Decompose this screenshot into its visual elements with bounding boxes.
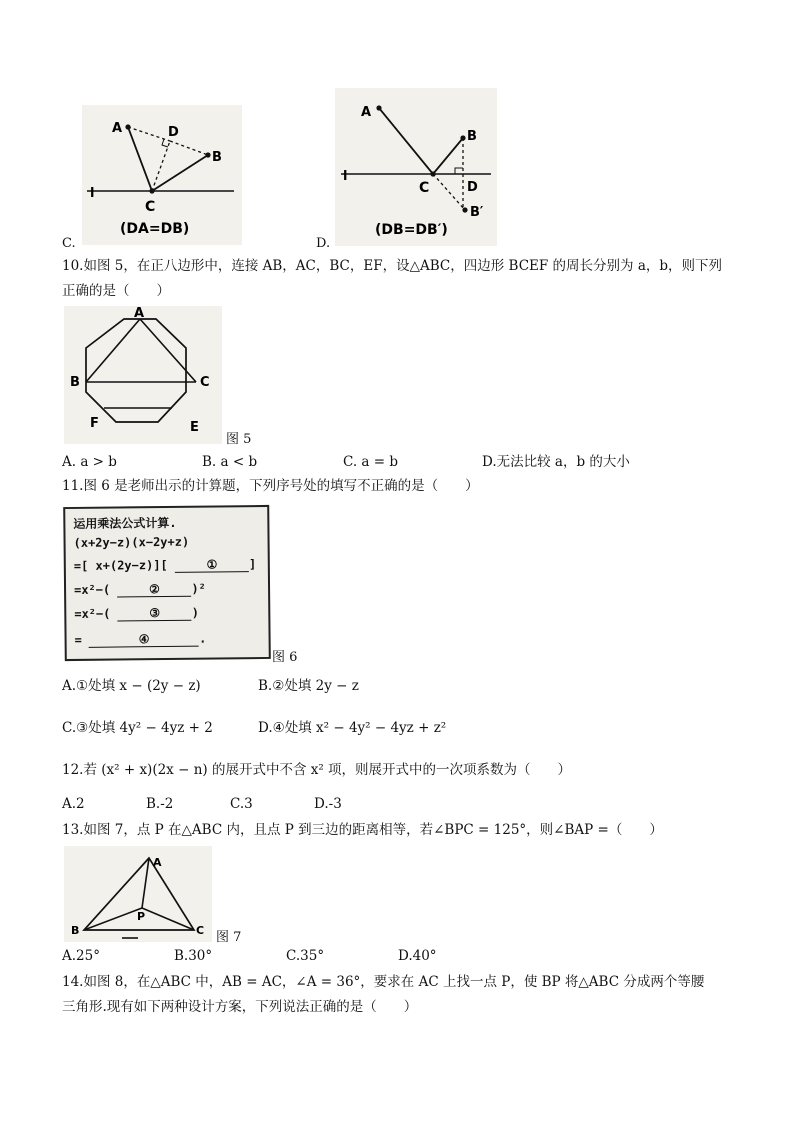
label-l: l xyxy=(343,169,348,184)
card-row3-text: =x²−( xyxy=(73,582,111,597)
label-d: D xyxy=(467,180,478,195)
card-row5 xyxy=(75,632,207,648)
q14-text-line1: 14.如图 8，在△ABC 中，AB = AC，∠A = 36°，要求在 AC 上找一点 P，使 BP 将△ABC 分成两个等腰 xyxy=(62,974,705,990)
card-title: 运用乘法公式计算. xyxy=(73,515,177,531)
label-b: B xyxy=(212,150,222,165)
figure-c-drawing xyxy=(82,105,242,245)
q12-option-a[interactable]: A.2 xyxy=(62,796,85,812)
blank-4: ④ xyxy=(89,632,199,648)
q10-option-c[interactable]: C. a = b xyxy=(343,454,399,470)
q12-option-d[interactable]: D.-3 xyxy=(314,796,342,812)
blank-3: ③ xyxy=(118,606,192,622)
label-a: A xyxy=(134,306,145,321)
label-a: A xyxy=(153,856,162,869)
figure-5 xyxy=(64,306,222,444)
card-row3-tail: )² xyxy=(191,581,206,596)
caption: (DB=DB′) xyxy=(375,222,448,238)
q13-option-d[interactable]: D.40° xyxy=(398,948,437,964)
q12-option-b[interactable]: B.-2 xyxy=(146,796,174,812)
triangle-drawing xyxy=(64,846,212,942)
q13-text-line1: 13.如图 7，点 P 在△ABC 内，且点 P 到三边的距离相等，若∠BPC = 125°，则∠BAP =（ ） xyxy=(62,822,663,838)
q11-option-a[interactable]: A.①处填 x − (2y − z) xyxy=(62,678,201,694)
label-c: C xyxy=(419,180,430,196)
label-b: B xyxy=(71,924,80,937)
blank-1: ① xyxy=(175,557,249,573)
label-d: D xyxy=(168,125,179,140)
option-c-letter: C. xyxy=(62,236,76,251)
q10-option-d[interactable]: D.无法比较 a，b 的大小 xyxy=(482,454,630,470)
figure-7 xyxy=(64,846,212,942)
q12-text-line1: 12.若 (x² + x)(2x − n) 的展开式中不含 x² 项，则展开式中的一次项系数为（ ） xyxy=(62,762,572,778)
card-row2-text: =[ x+(2y−z)][ xyxy=(73,557,168,573)
q13-option-b[interactable]: B.30° xyxy=(174,948,213,964)
q11-option-d[interactable]: D.④处填 x² − 4y² − 4yz + z² xyxy=(258,720,447,736)
q13-option-c[interactable]: C.35° xyxy=(286,948,325,964)
q10-option-b[interactable]: B. a < b xyxy=(202,454,258,470)
label-a: A xyxy=(112,121,123,136)
label-b-prime: B′ xyxy=(470,205,484,220)
q10-text-line1: 10.如图 5，在正八边形中，连接 AB，AC，BC，EF，设△ABC，四边形 BCEF 的周长分别为 a，b，则下列 xyxy=(62,258,723,274)
card-row5-text: = xyxy=(74,632,82,647)
figure-5-label: 图 5 xyxy=(226,432,252,447)
card-row4-tail: ) xyxy=(191,605,199,620)
label-c: C xyxy=(200,375,210,390)
card-row5-tail: . xyxy=(198,631,207,646)
card-row4 xyxy=(74,606,199,622)
caption: (DA=DB) xyxy=(120,221,190,237)
figure-option-d xyxy=(335,88,497,246)
blank-2: ② xyxy=(117,582,191,598)
q11-option-b[interactable]: B.②处填 2y − z xyxy=(258,678,359,694)
q11-text-line1: 11.图 6 是老师出示的计算题，下列序号处的填写不正确的是（ ） xyxy=(62,478,479,494)
q11-option-c[interactable]: C.③处填 4y² − 4yz + 2 xyxy=(62,720,213,736)
figure-d-drawing xyxy=(335,88,497,246)
figure-7-label: 图 7 xyxy=(216,930,242,945)
label-b: B xyxy=(467,129,477,144)
label-b: B xyxy=(70,375,80,390)
q10-option-a[interactable]: A. a > b xyxy=(62,454,117,470)
label-a: A xyxy=(361,105,372,120)
card-row4-text: =x²−( xyxy=(74,606,111,621)
card-row3 xyxy=(74,582,206,598)
option-d-letter: D. xyxy=(316,236,331,251)
label-c: C xyxy=(196,924,205,937)
label-e: E xyxy=(190,420,199,435)
card-row1: (x+2y−z)(x−2y+z) xyxy=(73,534,190,550)
figure-6-card xyxy=(63,505,271,661)
figure-option-c xyxy=(82,105,242,245)
figure-6-label: 图 6 xyxy=(272,650,298,665)
q10-text-line2: 正确的是（ ） xyxy=(62,283,170,299)
q13-option-a[interactable]: A.25° xyxy=(62,948,100,964)
label-p: P xyxy=(137,910,146,923)
q12-option-c[interactable]: C.3 xyxy=(230,796,253,812)
label-c: C xyxy=(145,199,156,215)
octagon-drawing xyxy=(64,306,222,444)
label-l: l xyxy=(90,186,95,201)
card-row2: =[ x+(2y−z)][ ① ] xyxy=(73,557,257,573)
q14-text-line2: 三角形.现有如下两种设计方案，下列说法正确的是（ ） xyxy=(62,999,418,1015)
label-f: F xyxy=(90,416,99,431)
